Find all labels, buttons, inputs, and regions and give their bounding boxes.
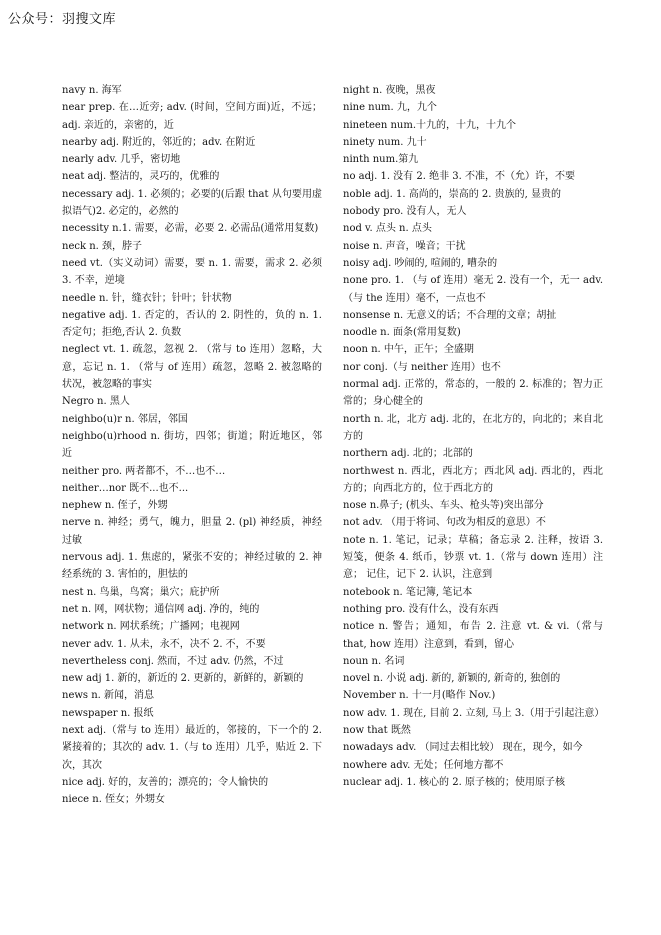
dictionary-entry: nod v. 点头 n. 点头: [343, 223, 432, 235]
dictionary-entry: net n. 网，网状物；通信网 adj. 净的，纯的: [62, 603, 260, 615]
dictionary-entry: niece n. 侄女；外甥女: [62, 794, 166, 806]
dictionary-entry: nearby adj. 附近的，邻近的；adv. 在附近: [62, 136, 256, 148]
dictionary-entry: nowhere adv. 无处；任何地方都不: [343, 759, 504, 771]
dictionary-entry: navy n. 海军: [62, 85, 122, 96]
left-column: [62, 82, 322, 808]
dictionary-entry: notebook n. 笔记簿, 笔记本: [343, 586, 473, 598]
dictionary-entry: near prep. 在…近旁; adv. (时间，空间方面)近，不远；adj. 亲近的，亲密的，近: [62, 102, 322, 131]
dictionary-entry: nonsense n. 无意义的话；不合理的文章；胡扯: [343, 309, 557, 321]
dictionary-entry: newspaper n. 报纸: [62, 707, 154, 719]
dictionary-entry: neat adj. 整洁的，灵巧的，优雅的: [62, 171, 220, 183]
dictionary-entry: now adv. 1. 现在, 目前 2. 立刻, 马上 3.（用于引起注意）: [343, 707, 605, 719]
dictionary-entry: noon n. 中午，正午；全盛期: [343, 344, 474, 356]
dictionary-entry: novel n. 小说 adj. 新的, 新颖的, 新奇的, 独创的: [343, 673, 561, 685]
dictionary-entry: noodle n. 面条(常用复数): [343, 327, 461, 339]
dictionary-entry: nevertheless conj. 然而，不过 adv. 仍然，不过: [62, 655, 284, 667]
dictionary-entry: none pro. 1. （与 of 连用）毫无 2. 没有一个，无一 adv. （与 the 连用）毫不，一点也不: [343, 275, 603, 304]
dictionary-entry: nephew n. 侄子，外甥: [62, 500, 168, 512]
dictionary-entry: now that 既然: [343, 724, 411, 736]
dictionary-entry: nowadays adv. （同过去相比较） 现在，现今，如今: [343, 742, 583, 754]
dictionary-entry: nerve n. 神经；勇气，魄力，胆量 2. (pl) 神经质，神经过敏: [62, 517, 322, 546]
dictionary-entry: nervous adj. 1. 焦虑的，紧张不安的；神经过敏的 2. 神经系统的 3. 害怕的，胆怯的: [62, 552, 322, 581]
dictionary-entry: nineteen num.十九的，十九，十九个: [343, 119, 517, 131]
dictionary-entry: neighbo(u)r n. 邻居，邻国: [62, 413, 188, 425]
dictionary-entry: neck n. 颈，脖子: [62, 240, 142, 252]
right-column: [343, 82, 603, 791]
dictionary-entry: night n. 夜晚，黑夜: [343, 85, 436, 96]
dictionary-entry: note n. 1. 笔记，记录；草稿；备忘录 2. 注释，按语 3. 短笺，便条 4. 纸币，钞票 vt. 1.（常与 down 连用）注意； 记住，记下 2. 认识，注意到: [343, 534, 603, 581]
dictionary-entry: necessary adj. 1. 必须的；必要的(后跟 that 从句要用虚拟语气)2. 必定的，必然的: [62, 188, 322, 218]
dictionary-entry: neglect vt. 1. 疏忽，忽视 2. （常与 to 连用）忽略，大意，忘记 n. 1. （常与 of 连用）疏忽，忽略 2. 被忽略的状况，被忽略的事实: [62, 344, 322, 391]
dictionary-entry: noun n. 名词: [343, 655, 405, 667]
dictionary-entry: Negro n. 黑人: [62, 396, 130, 408]
dictionary-entry: northern adj. 北的；北部的: [343, 448, 473, 460]
dictionary-entry: not adv. （用于将词、句改为相反的意思）不: [343, 517, 546, 529]
dictionary-entry: nothing pro. 没有什么，没有东西: [343, 603, 499, 615]
dictionary-entry: normal adj. 正常的，常态的，一般的 2. 标准的；智力正常的；身心健全的: [343, 379, 603, 408]
page-header: 公众号：羽搜文库: [8, 12, 117, 27]
dictionary-entry: November n. 十一月(略作 Nov.): [343, 690, 496, 702]
dictionary-entry: neither pro. 两者都不，不…也不…: [62, 465, 226, 477]
dictionary-entry: need vt.（实义动词）需要，要 n. 1. 需要，需求 2. 必须 3. 不幸，逆境: [62, 257, 322, 287]
dictionary-entry: nuclear adj. 1. 核心的 2. 原子核的；使用原子核: [343, 776, 565, 788]
dictionary-entry: nice adj. 好的，友善的；漂亮的；令人愉快的: [62, 776, 269, 788]
dictionary-entry: new adj 1. 新的，新近的 2. 更新的，新鲜的，新颖的: [62, 673, 304, 685]
dictionary-entry: next adj.（常与 to 连用）最近的，邻接的，下一个的 2. 紧接着的；其次的 adv. 1.（与 to 连用）几乎，贴近 2. 下次，其次: [62, 724, 322, 771]
dictionary-entry: never adv. 1. 从未，永不，决不 2. 不，不要: [62, 638, 266, 650]
dictionary-entry: no adj. 1. 没有 2. 绝非 3. 不准，不（允）许，不要: [343, 171, 575, 183]
dictionary-entry: noble adj. 1. 高尚的，崇高的 2. 贵族的, 显贵的: [343, 188, 561, 200]
dictionary-entry: ninety num. 九十: [343, 136, 427, 148]
dictionary-entry: neighbo(u)rhood n. 街坊，四邻；街道；附近地区，邻近: [62, 430, 322, 460]
dictionary-entry: necessity n.1. 需要，必需，必要 2. 必需品(通常用复数): [62, 223, 319, 235]
dictionary-entry: needle n. 针，缝衣针；针叶；针状物: [62, 292, 232, 304]
dictionary-entry: nobody pro. 没有人，无人: [343, 206, 467, 218]
dictionary-entry: neither…nor 既不...也不...: [62, 482, 189, 494]
dictionary-entry: negative adj. 1. 否定的，否认的 2. 阴性的，负的 n. 1. 否定句；拒绝,否认 2. 负数: [62, 309, 322, 339]
dictionary-entry: ninth num.第九: [343, 154, 419, 166]
dictionary-entry: network n. 网状系统；广播网；电视网: [62, 621, 240, 633]
dictionary-entry: nose n.鼻子; (机头、车头、枪头等)突出部分: [343, 500, 544, 512]
dictionary-entry: news n. 新闻，消息: [62, 690, 155, 702]
dictionary-entry: nest n. 鸟巢，鸟窝；巢穴；庇护所: [62, 586, 220, 598]
dictionary-entry: nearly adv. 几乎，密切地: [62, 154, 181, 166]
dictionary-entry: nor conj.（与 neither 连用）也不: [343, 361, 501, 373]
dictionary-entry: noisy adj. 吵闹的, 喧闹的, 嘈杂的: [343, 257, 498, 269]
dictionary-entry: noise n. 声音，噪音；干扰: [343, 240, 466, 252]
dictionary-entry: nine num. 九，九个: [343, 102, 437, 114]
dictionary-entry: notice n. 警告；通知，布告 2. 注意 vt. & vi.（常与 that, how 连用）注意到，看到，留心: [343, 621, 603, 650]
dictionary-entry: north n. 北，北方 adj. 北的，在北方的，向北的；来自北方的: [343, 413, 603, 442]
dictionary-entry: northwest n. 西北，西北方；西北风 adj. 西北的，西北方的；向西北方的，位于西北方的: [343, 465, 603, 494]
